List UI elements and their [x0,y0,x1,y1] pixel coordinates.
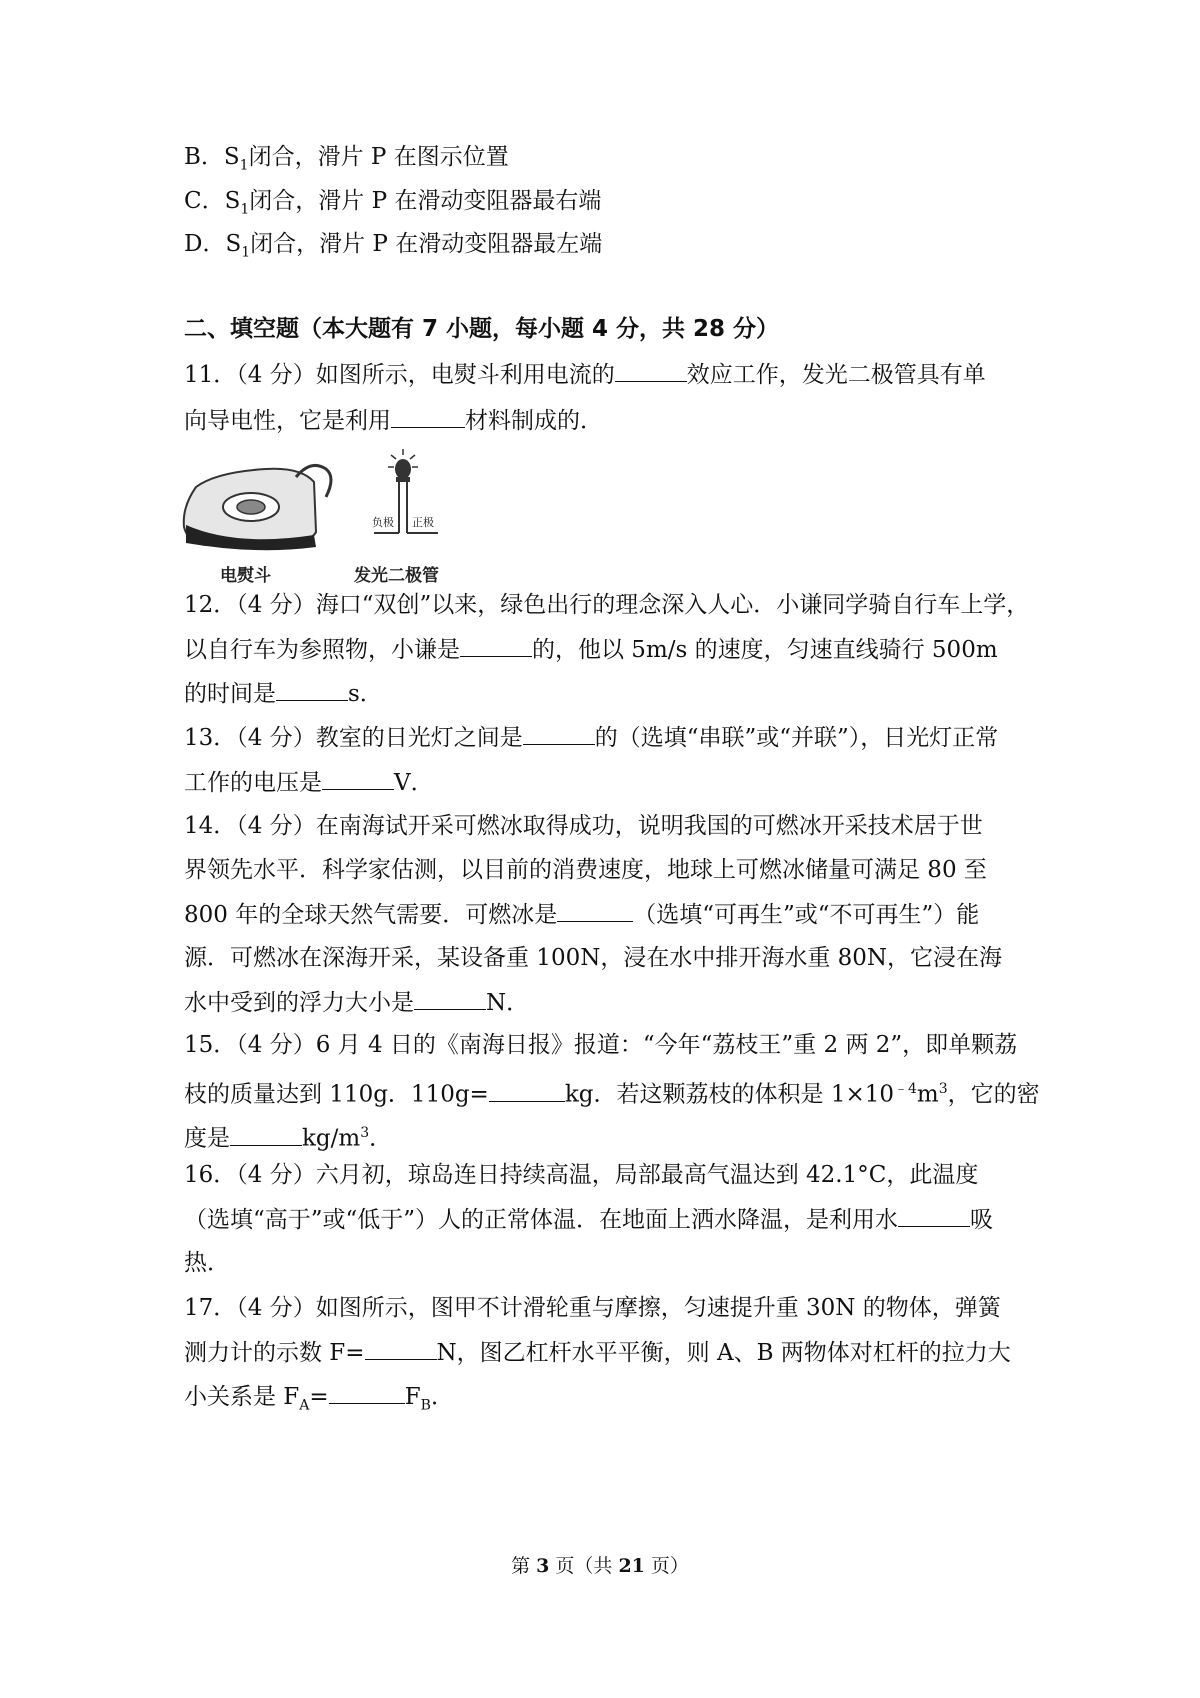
led-caption: 发光二极管 [354,566,439,586]
q17-line-1: 17．（4 分）如图所示，图甲不计滑轮重与摩擦，匀速提升重 30N 的物体，弹簧 [184,1295,1001,1321]
q11-line-2 [184,405,603,436]
q17-subscript-a: A [299,1397,310,1414]
q14-text-c: 水中受到的浮力大小是 [184,990,414,1016]
q14-text-d: N． [486,990,530,1016]
option-c-prefix: C．S [184,188,241,214]
q11-line-1 [184,359,986,390]
option-d-text: 闭合，滑片 P 在滑动变阻器最左端 [250,231,603,257]
q16-blank-1[interactable] [898,1204,970,1227]
q12-blank-1[interactable] [460,634,532,657]
q16-line-3: 热． [184,1250,230,1276]
led-negative-label: 负极 [372,516,394,529]
q11-blank-2[interactable] [391,405,465,428]
q11-text-a: 11．（4 分）如图所示，电熨斗利用电流的 [184,362,615,388]
q14-blank-2[interactable] [414,987,486,1010]
led-positive-label: 正极 [412,516,434,529]
q17-text-c: 小关系是 F [184,1384,300,1410]
q15-text-f: ． [369,1125,393,1152]
figure-iron-led [176,447,476,587]
q15-text-e: kg/m [302,1125,361,1152]
q17-subscript-b: B [420,1397,431,1414]
q16-text-b: 吸 [970,1207,994,1233]
q15-exponent: ﹣4 [894,1081,917,1097]
footer-total-pages: 21 [618,1555,645,1577]
q15-density-exponent: 3 [360,1125,370,1141]
q11-text-d: 材料制成的． [465,408,603,434]
iron-caption: 电熨斗 [220,566,271,586]
iron-illustration [176,447,356,557]
q17-text-d: F [404,1384,421,1410]
q15-line-2 [184,1074,1040,1110]
q14-text-b: （选填“可再生”或“不可再生”）能 [633,902,980,928]
q11-blank-1[interactable] [615,359,687,382]
q14-line-2: 界领先水平．科学家估测，以目前的消费速度，地球上可燃冰储量可满足 80 至 [184,857,987,883]
q17-blank-2[interactable] [329,1381,405,1404]
q12-text-c: 的时间是 [184,681,276,707]
q15-line-1: 15．（4 分）6 月 4 日的《南海日报》报道：“今年“荔枝王”重 2 两 2”，即单颗荔 [184,1032,1018,1058]
option-d-sub: 1 [241,244,251,261]
q13-text-c: 工作的电压是 [184,770,322,796]
option-b-text: 闭合，滑片 P 在图示位置 [248,144,509,170]
q11-text-c: 向导电性，它是利用 [184,408,391,434]
q13-blank-2[interactable] [322,767,394,790]
q15-unit: m [916,1081,939,1108]
footer-page-number: 3 [536,1555,550,1577]
q12-line-2 [184,634,998,665]
q14-blank-1[interactable] [557,899,633,922]
q13-line-1 [184,722,998,753]
q12-text-d: s． [348,681,383,707]
q15-text-c: ，它的密 [947,1081,1040,1108]
q13-text-d: V． [394,770,434,796]
q13-text-a: 13．（4 分）教室的日光灯之间是 [184,725,523,751]
option-c-sub: 1 [240,201,250,218]
q12-blank-2[interactable] [276,678,348,701]
q17-line-3 [184,1381,454,1421]
q17-blank-1[interactable] [365,1337,437,1360]
q12-line-3 [184,678,383,709]
q14-text-a: 800 年的全球天然气需要．可燃冰是 [184,902,558,928]
q13-text-b: 的（选填“串联”或“并联”），日光灯正常 [594,725,999,751]
q14-line-1: 14．（4 分）在南海试开采可燃冰取得成功，说明我国的可燃冰开采技术居于世 [184,813,983,839]
q15-text-b: kg．若这颗荔枝的体积是 1×10 [564,1081,894,1108]
section-heading: 二、填空题（本大题有 7 小题，每小题 4 分，共 28 分） [184,316,780,342]
option-b-prefix: B．S [184,144,240,170]
footer-pre: 第 [511,1555,537,1577]
option-d-prefix: D．S [184,231,242,257]
option-c [184,186,601,225]
q14-line-3 [184,899,979,930]
q17-text-b: N，图乙杠杆水平平衡，则 A、B 两物体对杠杆的拉力大 [436,1340,1011,1366]
q15-blank-1[interactable] [489,1079,565,1102]
q12-text-a: 以自行车为参照物，小谦是 [184,637,460,663]
q16-text-a: （选填“高于”或“低于”）人的正常体温．在地面上洒水降温，是利用水 [184,1207,899,1233]
q14-line-5 [184,987,529,1018]
option-b-sub: 1 [239,157,249,174]
q17-text-e: ． [430,1384,454,1410]
option-d [184,229,602,268]
q15-line-3 [184,1118,392,1154]
q12-text-b: 的，他以 5m/s 的速度，匀速直线骑行 500m [532,637,998,663]
q16-line-2 [184,1204,993,1235]
q17-equals: = [309,1384,329,1410]
q16-line-1: 16．（4 分）六月初，琼岛连日持续高温，局部最高气温达到 42.1°C，此温度 [184,1162,979,1188]
q13-line-2 [184,767,434,798]
page-footer [0,1551,1200,1578]
option-c-text: 闭合，滑片 P 在滑动变阻器最右端 [249,188,602,214]
q15-blank-2[interactable] [230,1123,302,1146]
q14-line-4: 源．可燃冰在深海开采，某设备重 100N，浸在水中排开海水重 80N，它浸在海 [184,945,1003,971]
q17-text-a: 测力计的示数 F= [184,1340,365,1366]
q15-unit-exponent: 3 [938,1081,948,1097]
q13-blank-1[interactable] [523,722,595,745]
q11-text-b: 效应工作，发光二极管具有单 [686,362,986,388]
footer-mid: 页（共 [549,1555,619,1577]
footer-post: 页） [644,1555,689,1577]
q15-text-d: 度是 [184,1125,230,1152]
led-illustration [366,447,446,557]
q17-line-2 [184,1337,1011,1368]
q15-text-a: 枝的质量达到 110g．110g= [184,1081,489,1108]
q12-line-1: 12．（4 分）海口“双创”以来，绿色出行的理念深入人心．小谦同学骑自行车上学， [184,592,1030,618]
option-b [184,142,509,181]
